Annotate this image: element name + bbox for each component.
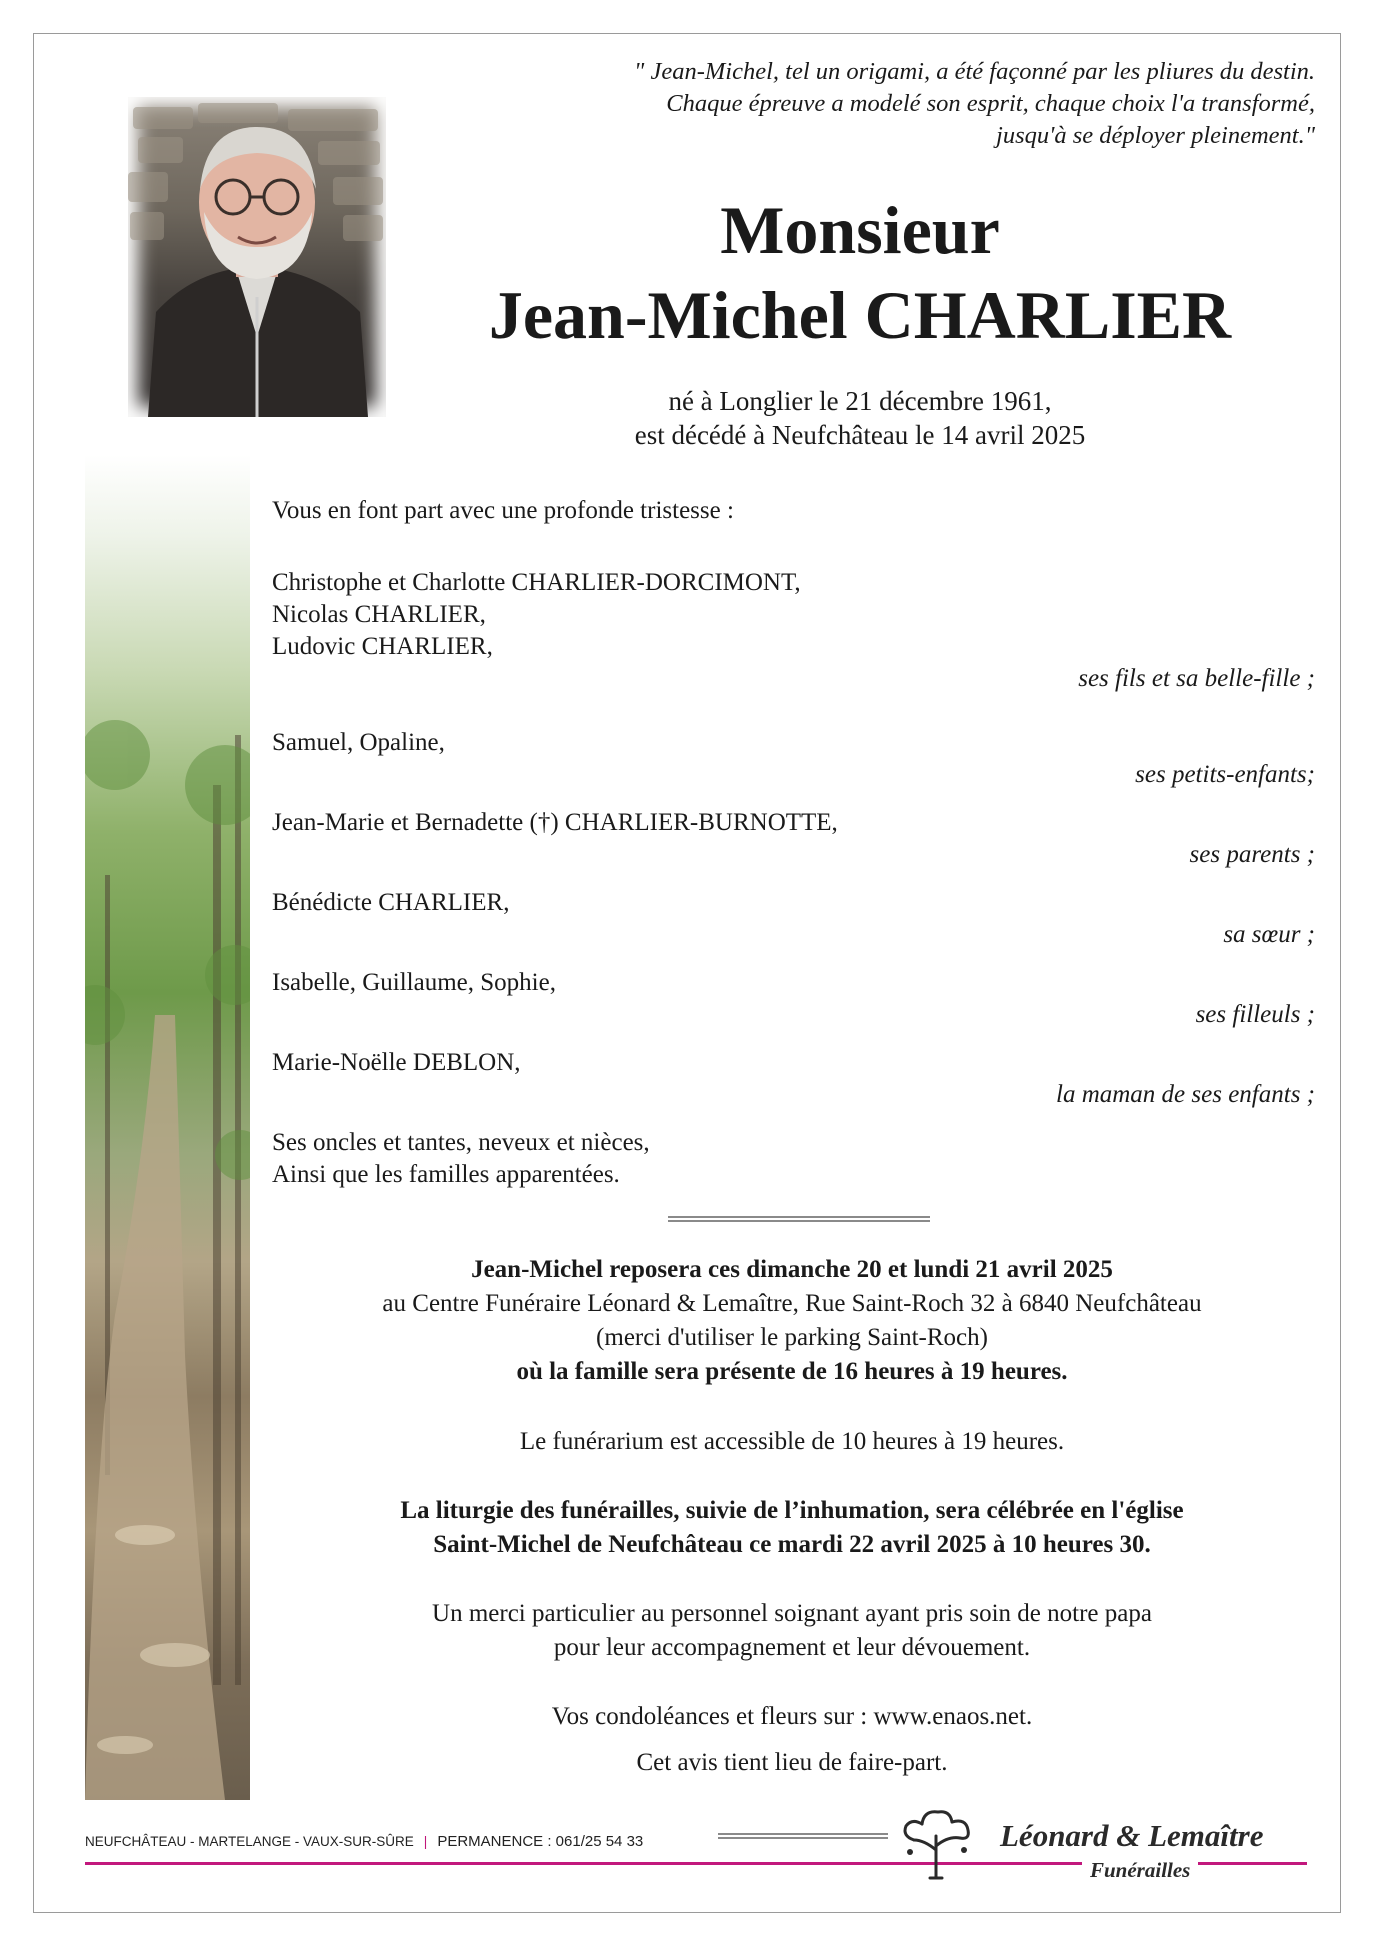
forest-path-image	[85, 455, 250, 1800]
birth-death-info	[420, 384, 1300, 452]
epigraph-quote	[415, 56, 1315, 152]
condolences-link-text: Vos condoléances et fleurs sur : www.enaos.net.	[551, 1703, 1033, 1730]
family-group-parents	[272, 807, 1315, 871]
tree-logo-icon	[888, 1800, 984, 1880]
family-group-sons	[272, 567, 1315, 695]
funerarium-hours: Le funérarium est accessible de 10 heures à 19 heures.	[519, 1428, 1065, 1455]
family-name: Jean-Marie et Bernadette (†) CHARLIER-BURNOTTE,	[272, 809, 838, 836]
footer-permanence: PERMANENCE : 061/25 54 33	[437, 1833, 644, 1850]
liturgy-line: Saint-Michel de Neufchâteau ce mardi 22 avril 2025 à 10 heures 30.	[433, 1531, 1151, 1558]
birth-line: né à Longlier le 21 décembre 1961,	[668, 386, 1052, 416]
family-name: Ludovic CHARLIER,	[272, 633, 493, 660]
family-relation: ses parents ;	[1189, 841, 1315, 868]
family-group-mother-of-children	[272, 1047, 1315, 1111]
thanks-line: Un merci particulier au personnel soignant ayant pris soin de notre papa	[432, 1600, 1152, 1627]
quote-line: Chaque épreuve a modelé son esprit, chaque choix l'a transformé,	[666, 90, 1315, 117]
section-divider	[668, 1216, 930, 1222]
family-name: Christophe et Charlotte CHARLIER-DORCIMONT,	[272, 569, 801, 596]
footer-divider	[718, 1833, 888, 1839]
brand-name: Léonard & Lemaître	[1000, 1818, 1264, 1853]
parking-note: (merci d'utiliser le parking Saint-Roch)	[596, 1324, 988, 1351]
family-name: Nicolas CHARLIER,	[272, 601, 486, 628]
brand-subtitle: Funérailles	[1082, 1858, 1198, 1883]
family-group-godchildren	[272, 967, 1315, 1031]
family-name: Samuel, Opaline,	[272, 729, 445, 756]
quote-line: " Jean-Michel, tel un origami, a été façonné par les pliures du destin.	[634, 58, 1315, 85]
liturgy-info	[272, 1494, 1312, 1562]
family-name: Ses oncles et tantes, neveux et nièces,	[272, 1129, 650, 1156]
visitation-dates: Jean-Michel reposera ces dimanche 20 et lundi 21 avril 2025	[471, 1256, 1113, 1283]
thanks-message	[272, 1597, 1312, 1665]
notice-text: Cet avis tient lieu de faire-part.	[636, 1749, 948, 1776]
title-name: Jean-Michel CHARLIER	[488, 277, 1232, 353]
family-group-extended	[272, 1127, 1315, 1191]
footer-contact	[85, 1833, 643, 1850]
family-name: Ainsi que les familles apparentées.	[272, 1161, 620, 1188]
portrait-photo	[128, 97, 386, 417]
footer-locations: NEUFCHÂTEAU - MARTELANGE - VAUX-SUR-SÛRE	[85, 1834, 414, 1849]
quote-line: jusqu'à se déployer pleinement."	[996, 122, 1315, 149]
family-name: Marie-Noëlle DEBLON,	[272, 1049, 521, 1076]
death-line: est décédé à Neufchâteau le 14 avril 2025	[634, 420, 1086, 450]
thanks-line: pour leur accompagnement et leur dévouement.	[553, 1634, 1031, 1661]
family-name: Isabelle, Guillaume, Sophie,	[272, 969, 556, 996]
family-relation: la maman de ses enfants ;	[1056, 1081, 1315, 1108]
visitation-location: au Centre Funéraire Léonard & Lemaître, Rue Saint-Roch 32 à 6840 Neufchâteau	[382, 1290, 1202, 1317]
family-relation: ses filleuls ;	[1195, 1001, 1315, 1028]
family-presence-hours: où la famille sera présente de 16 heures à 19 heures.	[516, 1358, 1068, 1385]
visitation-info	[272, 1253, 1312, 1389]
liturgy-line: La liturgie des funérailles, suivie de l’inhumation, sera célébrée en l'église	[400, 1497, 1184, 1524]
family-group-grandchildren	[272, 727, 1315, 791]
title-honorific: Monsieur	[720, 192, 1000, 268]
family-relation: ses petits-enfants;	[1135, 761, 1315, 788]
family-relation: sa sœur ;	[1223, 921, 1315, 948]
family-relation: ses fils et sa belle-fille ;	[1078, 665, 1315, 692]
footer-separator: |	[423, 1834, 428, 1849]
family-name: Bénédicte CHARLIER,	[272, 889, 510, 916]
announcement-intro: Vous en font part avec une profonde tristesse :	[272, 497, 734, 524]
family-group-sister	[272, 887, 1315, 951]
